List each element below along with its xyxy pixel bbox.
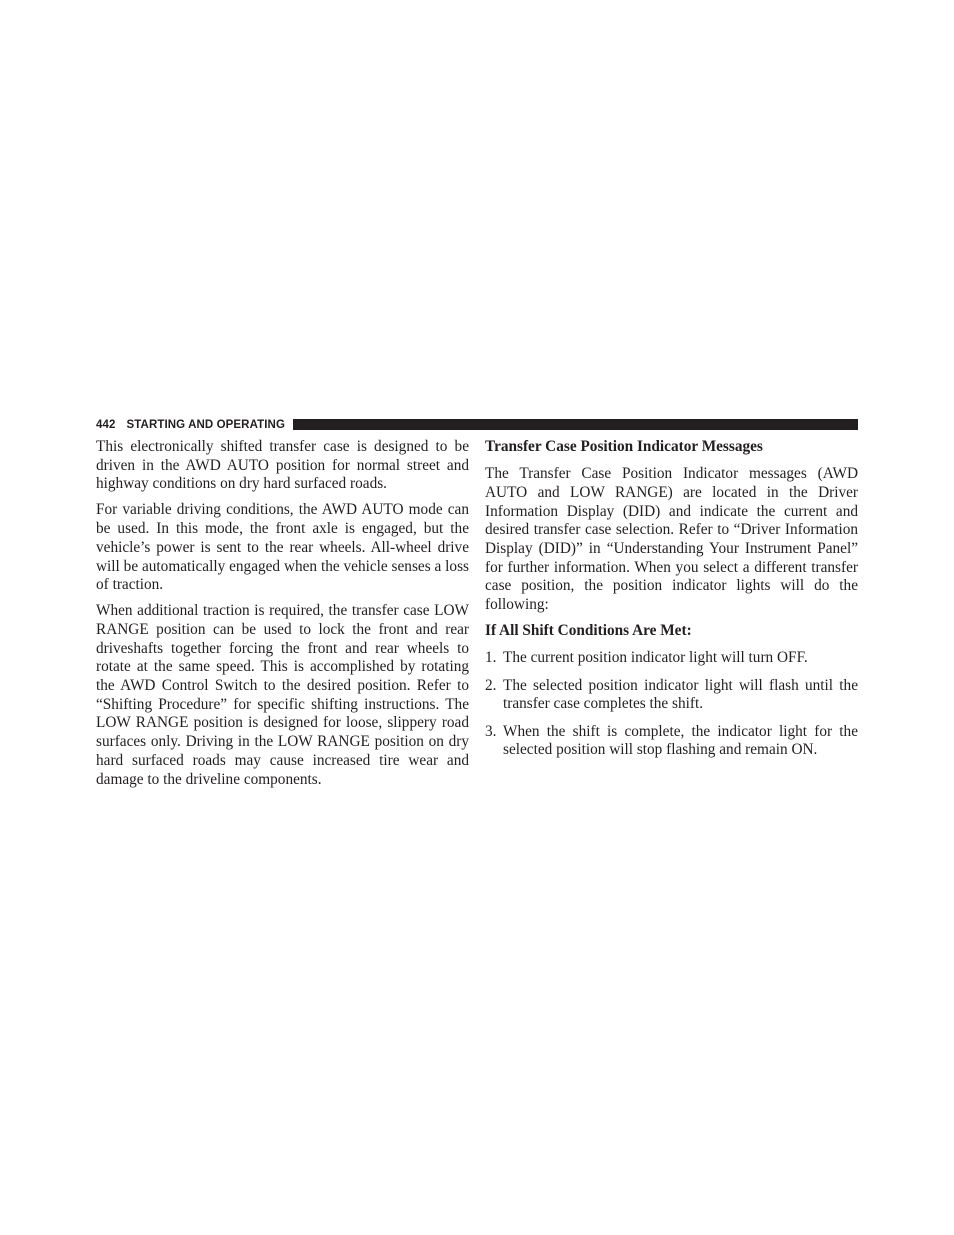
list-item (485, 649, 858, 668)
step-text: The selected position indicator light will flash until the transfer case completes the shift. (503, 676, 858, 713)
paragraph-variable-conditions: For variable driving conditions, the AWD AUTO mode can be used. In this mode, the front axle is engaged, but the vehicle’s power is sent to the rear wheels. All-wheel drive will be automatically engaged when the vehicle senses a loss of traction. (96, 501, 469, 594)
step-text: The current position indicator light will turn OFF. (503, 649, 808, 667)
right-column (485, 438, 858, 769)
section-heading: Transfer Case Position Indicator Messages (485, 438, 763, 455)
subheading-shift-conditions: If All Shift Conditions Are Met: (485, 622, 692, 640)
step-number: 2. (485, 676, 497, 694)
step-number: 1. (485, 649, 497, 667)
header-rule (293, 419, 858, 430)
list-item (485, 677, 858, 714)
step-number: 3. (485, 722, 497, 740)
section-title: STARTING AND OPERATING (126, 418, 286, 431)
steps-list (485, 649, 858, 760)
paragraph-indicator-messages: The Transfer Case Position Indicator messages (AWD AUTO and LOW RANGE) are located in the Driver Information Display (DID) and indicate the current and desired transfer case selection. Refer to “Driver Information Display (DID)” in “Understanding Your Instrument Panel” for further information. When you select a different transfer case position, the position indicator lights will do the following: (485, 465, 858, 614)
step-text: When the shift is complete, the indicator light for the selected position will stop flashing and remain ON. (503, 722, 858, 759)
paragraph-awd-auto-intro: This electronically shifted transfer case is designed to be driven in the AWD AUTO position for normal street and highway conditions on dry hard surfaced roads. (96, 438, 469, 493)
list-item (485, 723, 858, 760)
page-header (96, 417, 858, 432)
left-column (96, 438, 469, 797)
paragraph-low-range: When additional traction is required, the transfer case LOW RANGE position can be used to lock the front and rear driveshafts together forcing the front and rear wheels to rotate at the same speed. This is accomplished by rotating the AWD Control Switch to the desired position. Refer to “Shifting Procedure” for specific shifting instructions. The LOW RANGE position is designed for loose, slippery road surfaces only. Driving in the LOW RANGE position on dry hard surfaced roads may cause increased tire wear and damage to the driveline components. (96, 602, 469, 788)
page-number: 442 (96, 418, 116, 431)
